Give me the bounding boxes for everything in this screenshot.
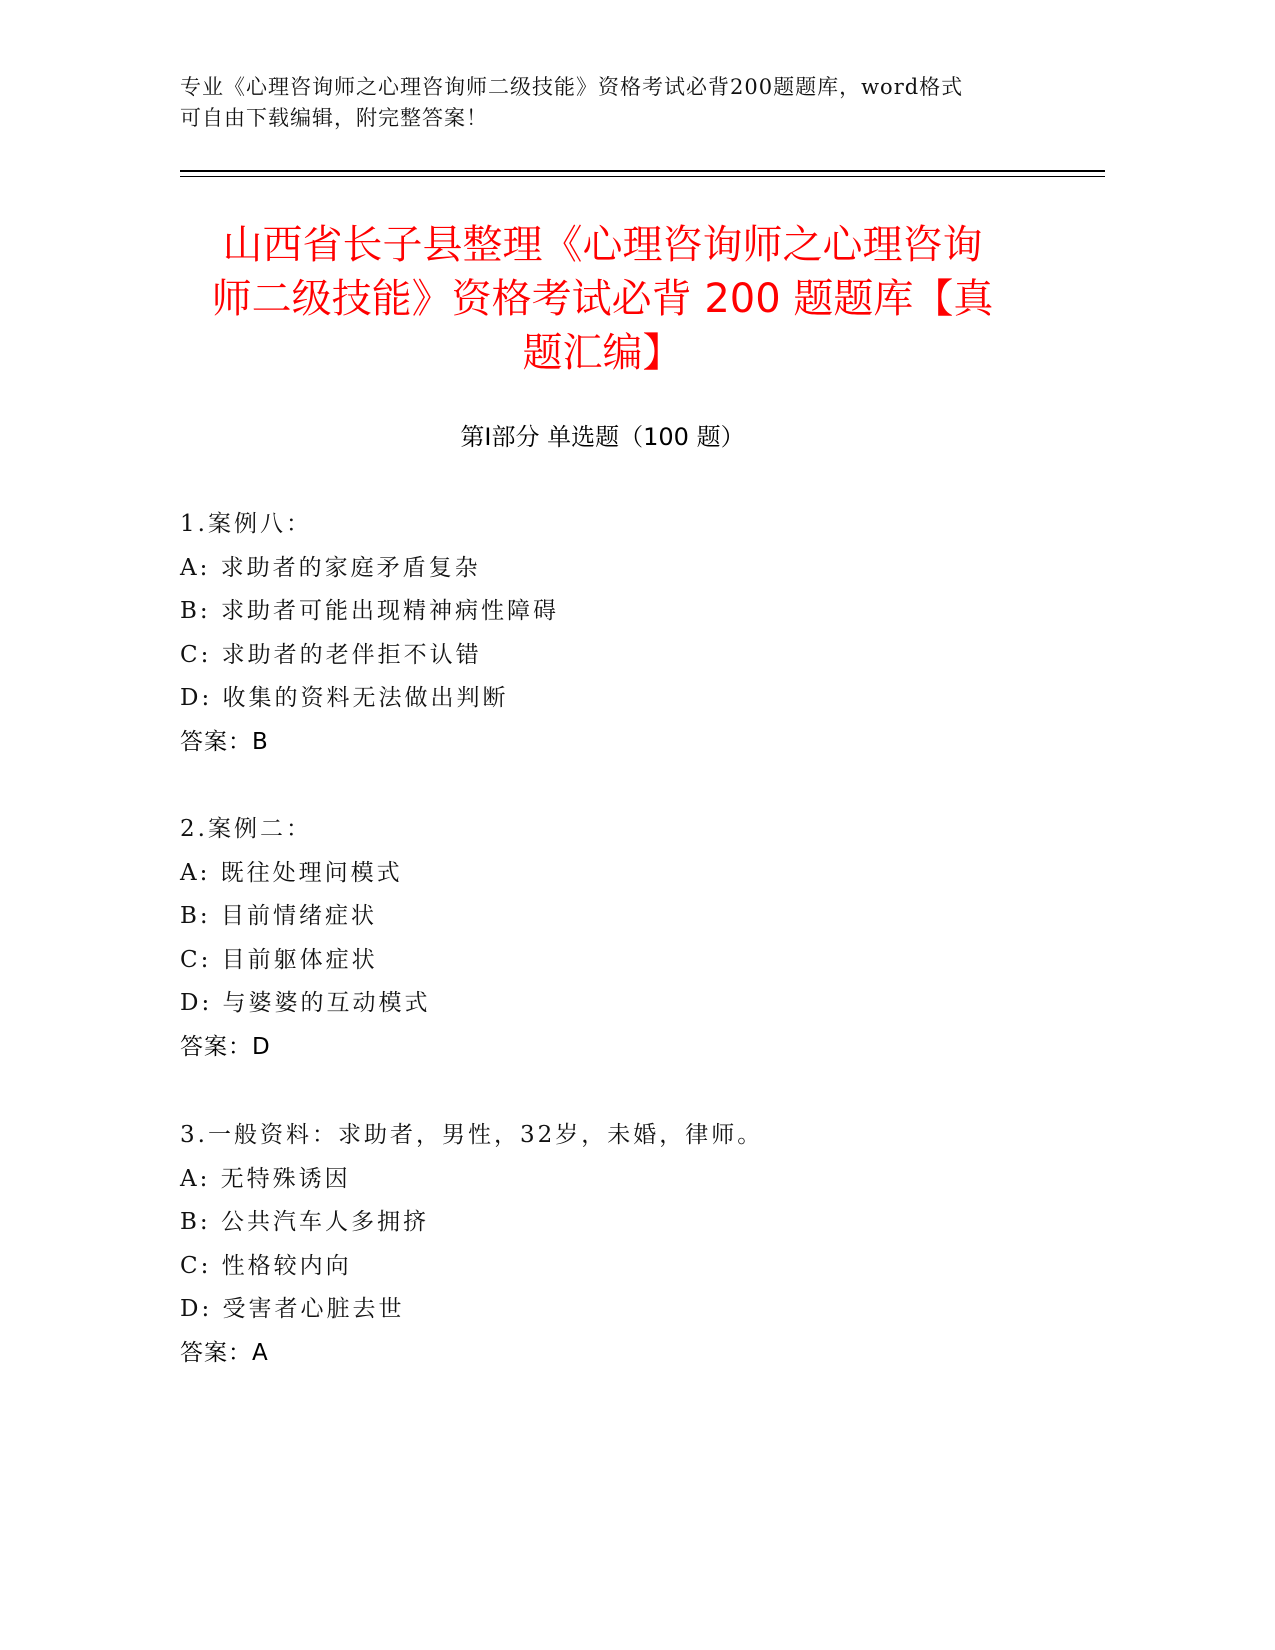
document-title [180,218,1025,380]
question-stem: 1.案例八： [180,511,312,537]
question-stem: 2.案例二： [180,816,312,842]
question-item [180,1114,1080,1375]
header-divider-thick [180,170,1105,172]
option-b: B: 目前情绪症状 [180,903,377,929]
option-d: D: 受害者心脏去世 [180,1296,405,1322]
answer-line: 答案：B [180,728,269,755]
section-heading: 第Ⅰ部分 单选题（100 题） [460,423,745,451]
option-c: C: 性格较内向 [180,1252,352,1279]
option-a: A: 无特殊诱因 [180,1165,351,1192]
option-a: A: 求助者的家庭矛盾复杂 [180,554,481,581]
option-d: D: 收集的资料无法做出判断 [180,685,509,711]
option-b: B: 求助者可能出现精神病性障碍 [180,598,559,624]
document-title-line: 师二级技能》资格考试必背 200 题题库【真 [211,276,994,322]
option-c: C: 目前躯体症状 [180,946,378,973]
option-c: C: 求助者的老伴拒不认错 [180,641,482,668]
question-stem: 3.一般资料：求助者，男性，32岁，未婚，律师。 [180,1122,764,1148]
header-note-line: 专业《心理咨询师之心理咨询师二级技能》资格考试必背200题题库，word格式 [180,75,964,99]
question-item [180,503,1080,764]
header-note-line: 可自由下载编辑，附完整答案！ [180,106,488,130]
header-divider-thin [180,176,1105,177]
answer-line: 答案：A [180,1339,269,1366]
document-title-line: 山西省长子县整理《心理咨询师之心理咨询 [222,222,983,268]
header-note [180,72,1100,134]
document-title-line: 题汇编】 [522,330,683,376]
option-d: D: 与婆婆的互动模式 [180,990,431,1016]
option-b: B: 公共汽车人多拥挤 [180,1209,429,1235]
question-item [180,808,1080,1069]
answer-line: 答案：D [180,1033,271,1060]
option-a: A: 既往处理问模式 [180,859,403,886]
